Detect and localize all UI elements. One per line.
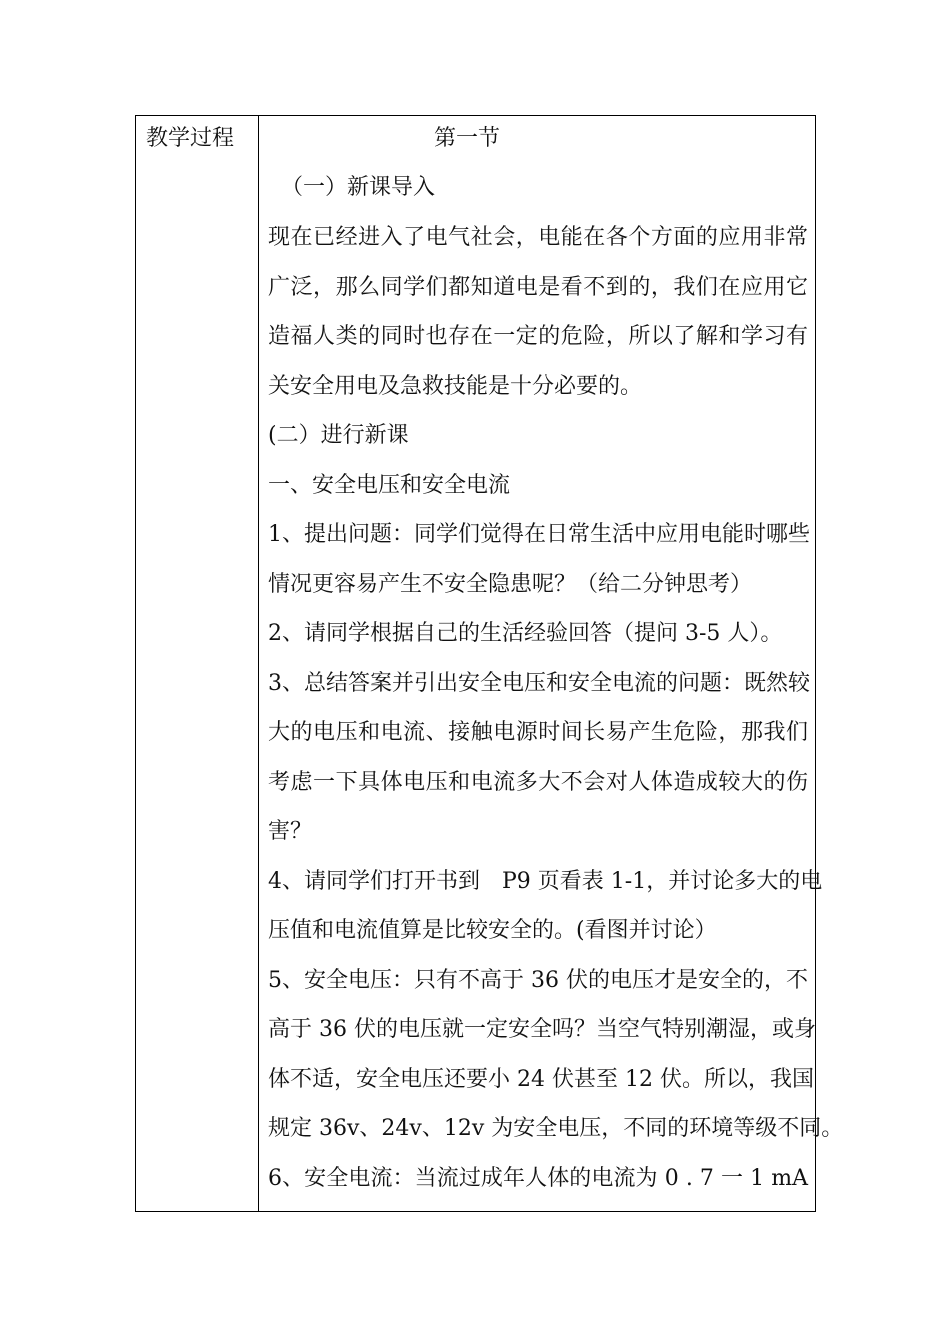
content-line: 4、请同学们打开书到 P9 页看表 1-1，并讨论多大的电 [268,869,823,894]
content-line: 情况更容易产生不安全隐患呢？（给二分钟思考） [268,572,753,597]
content-line: 高于 36 伏的电压就一定安全吗？当空气特别潮湿，或身 [268,1017,816,1042]
content-line: 6、安全电流：当流过成年人体的电流为 0 . 7 一 1 mA [268,1166,808,1191]
content-line: 规定 36v、24v、12v 为安全电压，不同的环境等级不同。 [268,1116,844,1141]
content-line: 压值和电流值算是比较安全的。(看图并讨论） [268,918,717,943]
content-line: 2、请同学根据自己的生活经验回答（提问 3-5 人）。 [268,621,783,646]
content-line: 现在已经进入了电气社会，电能在各个方面的应用非常 [268,225,808,250]
content-line: （一）新课导入 [281,175,436,200]
row-label-cell [136,116,259,1211]
lesson-table [135,115,844,1212]
content-line: 大的电压和电流、接触电源时间长易产生危险，那我们 [268,720,808,745]
content-line: (二）进行新课 [268,423,409,448]
content-line: 1、提出问题：同学们觉得在日常生活中应用电能时哪些 [268,522,810,547]
section-title: 第一节 [434,126,501,151]
content-line: 害？ [268,819,313,844]
content-line: 广泛，那么同学们都知道电是看不到的，我们在应用它 [268,275,808,300]
content-line: 5、安全电压：只有不高于 36 伏的电压才是安全的，不 [268,968,808,993]
content-line: 关安全用电及急救技能是十分必要的。 [268,374,643,399]
content-line: 造福人类的同时也存在一定的危险，所以了解和学习有 [268,324,808,349]
content-cell [259,116,844,1211]
content-line: 考虑一下具体电压和电流多大不会对人体造成较大的伤 [268,770,808,795]
content-line: 3、总结答案并引出安全电压和安全电流的问题：既然较 [268,671,810,696]
row-label: 教学过程 [146,126,235,151]
content-line: 体不适，安全电压还要小 24 伏甚至 12 伏。所以，我国 [268,1067,814,1092]
content-line: 一、安全电压和安全电流 [268,473,511,498]
